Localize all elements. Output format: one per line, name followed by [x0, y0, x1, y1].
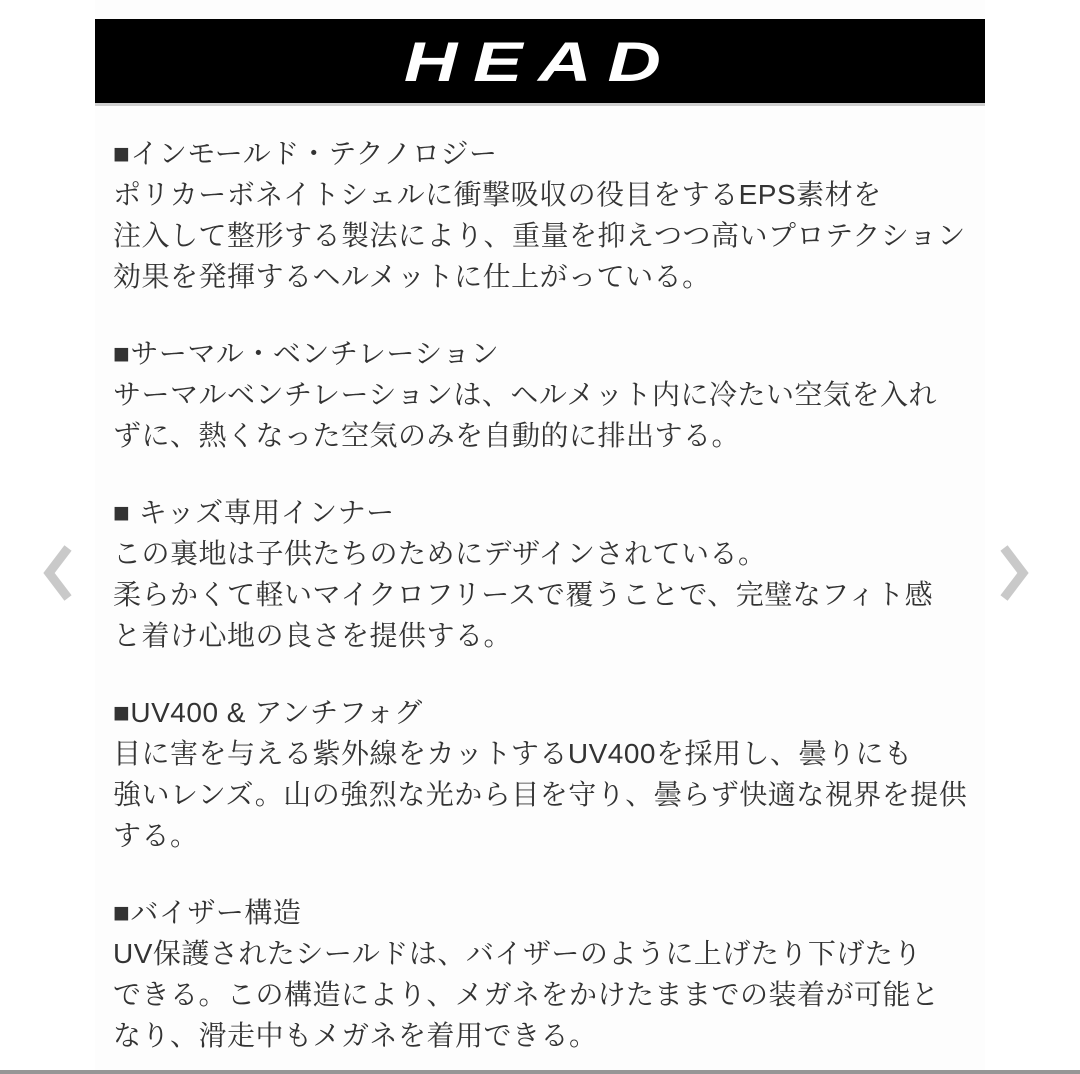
section-text-line: 目に害を与える紫外線をカットするUV400を採用し、曇りにも: [113, 738, 913, 769]
section-uv400-antifog: [113, 692, 969, 856]
section-text-line: できる。この構造により、メガネをかけたままでの装着が可能と: [113, 979, 940, 1010]
section-text-line: なり、滑走中もメガネを着用できる。: [113, 1020, 598, 1051]
section-text-line: する。: [113, 820, 199, 851]
carousel-next-button[interactable]: [992, 538, 1036, 610]
section-thermal-ventilation: [113, 333, 969, 456]
section-text-line: サーマルベンチレーションは、ヘルメット内に冷たい空気を入れ: [113, 379, 937, 410]
section-heading: ■UV400 & アンチフォグ: [113, 697, 423, 728]
carousel-prev-button[interactable]: [36, 538, 80, 610]
section-text-line: 柔らかくて軽いマイクロフリースで覆うことで、完璧なフィト感: [113, 579, 934, 610]
section-text-line: 強いレンズ。山の強烈な光から目を守り、曇らず快適な視界を提供: [113, 779, 968, 810]
section-text-line: 注入して整形する製法により、重量を抑えつつ高いプロテクション: [113, 220, 966, 251]
section-kids-inner: [113, 492, 969, 656]
section-text-line: 効果を発揮するヘルメットに仕上がっている。: [113, 261, 711, 292]
product-description-panel: [95, 0, 985, 1074]
section-heading: ■ キッズ専用インナー: [113, 497, 395, 528]
section-heading: ■バイザー構造: [113, 897, 302, 928]
chevron-left-icon: [41, 543, 75, 606]
section-text-line: この裏地は子供たちのためにデザインされている。: [113, 538, 767, 569]
section-text-line: ポリカーボネイトシェルに衝撃吸収の役目をするEPS素材を: [113, 179, 882, 210]
section-text-line: UV保護されたシールドは、バイザーのように上げたり下げたり: [113, 938, 922, 969]
brand-banner: [95, 19, 985, 103]
description-content: [95, 103, 985, 1056]
bottom-divider: [0, 1070, 1080, 1074]
section-visor-structure: [113, 892, 969, 1056]
section-text-line: ずに、熱くなった空気のみを自動的に排出する。: [113, 420, 741, 451]
section-inmold-technology: [113, 133, 969, 297]
chevron-right-icon: [997, 543, 1031, 606]
section-heading: ■サーマル・ベンチレーション: [113, 338, 500, 369]
section-text-line: と着け心地の良さを提供する。: [113, 620, 513, 651]
section-heading: ■インモールド・テクノロジー: [113, 138, 498, 169]
head-logo: HEAD: [403, 29, 677, 93]
